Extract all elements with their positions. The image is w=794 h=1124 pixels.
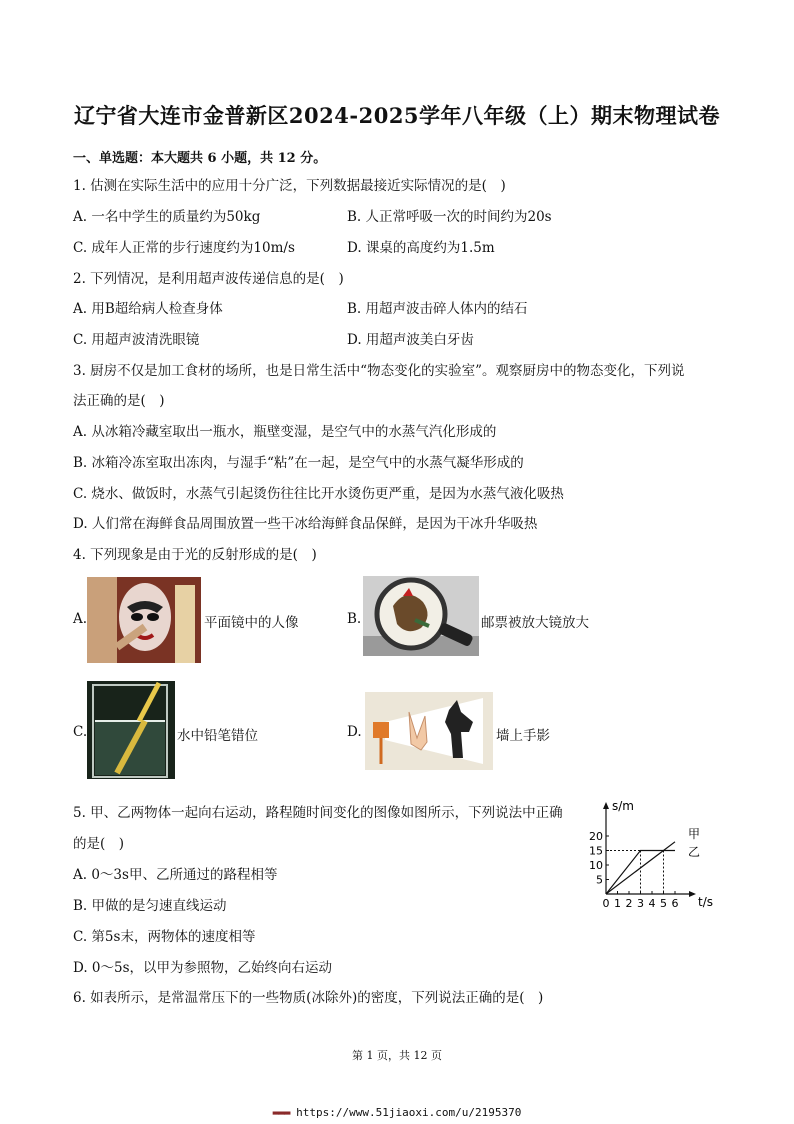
page-title: 辽宁省大连市金普新区2024-2025学年八年级（上）期末物理试卷	[73, 103, 721, 128]
distance-time-graph	[588, 796, 718, 914]
x-tick-label: 4	[648, 897, 656, 910]
q2-stem: 2. 下列情况，是利用超声波传递信息的是( )	[73, 271, 344, 287]
q1-option-c: C. 成年人正常的步行速度约为10m/s	[73, 240, 295, 256]
q2-option-b: B. 用超声波击碎人体内的结石	[347, 301, 528, 317]
q4-option-c-letter: C.	[73, 724, 88, 740]
q5-option-a: A. 0～3s甲、乙所通过的路程相等	[73, 867, 278, 883]
x-tick-label: 1	[614, 897, 621, 910]
q3-option-c: C. 烧水、做饭时，水蒸气引起烫伤往往比开水烫伤更严重，是因为水蒸气液化吸热	[73, 486, 564, 502]
q4-option-d-letter: D.	[347, 724, 362, 740]
y-axis-arrow	[603, 802, 609, 809]
x-axis-label: t/s	[698, 895, 713, 909]
q5-option-b: B. 甲做的是匀速直线运动	[73, 898, 227, 914]
q2-option-d: D. 用超声波美白牙齿	[347, 332, 474, 348]
y-tick-label: 20	[589, 830, 603, 843]
q4-option-c-caption: 水中铅笔错位	[177, 728, 258, 744]
section-heading: 一、单选题：本大题共 6 小题，共 12 分。	[73, 151, 327, 166]
pencil-in-water-image	[87, 681, 175, 779]
x-tick-label: 6	[671, 897, 679, 910]
q5-stem-line2: 的是( )	[73, 836, 125, 852]
q1-option-d: D. 课桌的高度约为1.5m	[347, 240, 495, 256]
series-jia-label: 甲	[688, 827, 701, 841]
q3-option-a: A. 从冰箱冷藏室取出一瓶水，瓶壁变湿，是空气中的水蒸气汽化形成的	[73, 424, 497, 440]
x-axis-arrow	[689, 891, 696, 897]
q1-option-a: A. 一名中学生的质量约为50kg	[73, 209, 261, 225]
q3-option-d: D. 人们常在海鲜食品周围放置一些干冰给海鲜食品保鲜，是因为干冰升华吸热	[73, 516, 538, 532]
graph-series	[606, 842, 675, 894]
q5-stem-line1: 5. 甲、乙两物体一起向右运动，路程随时间变化的图像如图所示，下列说法中正确	[73, 805, 563, 821]
hand-shadow-image	[365, 692, 493, 770]
url-prefix-mark: ▬▬▬	[272, 1106, 290, 1119]
y-tick-label: 5	[596, 873, 603, 887]
q2-option-c: C. 用超声波清洗眼镜	[73, 332, 200, 348]
q3-stem-line1: 3. 厨房不仅是加工食材的场所，也是日常生活中“物态变化的实验室”。观察厨房中的物态变化，下列说	[73, 363, 685, 379]
q3-stem-line2: 法正确的是( )	[73, 393, 165, 409]
q4-option-a-caption: 平面镜中的人像	[204, 615, 299, 631]
q4-option-a-letter: A.	[73, 611, 88, 627]
q4-option-b-letter: B.	[347, 611, 362, 627]
q3-option-b: B. 冰箱冷冻室取出冻肉，与湿手“粘”在一起，是空气中的水蒸气凝华形成的	[73, 455, 524, 471]
page-footer: 第 1 页，共 12 页	[352, 1049, 442, 1062]
y-axis-label: s/m	[612, 799, 634, 813]
q4-option-d-caption: 墙上手影	[496, 728, 550, 744]
q5-option-d: D. 0～5s，以甲为参照物，乙始终向右运动	[73, 960, 333, 976]
q2-option-a: A. 用B超给病人检查身体	[73, 301, 223, 317]
magnifier-stamp-image	[363, 576, 479, 656]
q4-stem: 4. 下列现象是由于光的反射形成的是( )	[73, 547, 317, 563]
q1-option-b: B. 人正常呼吸一次的时间约为20s	[347, 209, 552, 225]
y-tick-label: 10	[589, 859, 603, 872]
graph-ticks	[589, 830, 679, 910]
y-tick-label: 15	[589, 844, 603, 858]
q6-stem: 6. 如表所示，是常温常压下的一些物质(冰除外)的密度，下列说法正确的是( )	[73, 990, 544, 1006]
series-yi-line	[606, 842, 675, 894]
source-url[interactable]: https://www.51jiaoxi.com/u/2195370	[296, 1106, 522, 1119]
mirror-face-image	[87, 577, 201, 663]
q1-stem: 1. 估测在实际生活中的应用十分广泛，下列数据最接近实际情况的是( )	[73, 178, 506, 194]
q4-option-b-caption: 邮票被放大镜放大	[481, 615, 589, 631]
x-tick-label: 2	[625, 897, 633, 910]
x-tick-label: 5	[660, 897, 667, 910]
graph-axes	[603, 802, 696, 897]
q5-option-c: C. 第5s末，两物体的速度相等	[73, 929, 256, 945]
series-yi-label: 乙	[688, 845, 701, 859]
source-url-line	[0, 1106, 794, 1119]
x-tick-label: 3	[637, 897, 644, 910]
x-tick-label: 0	[602, 897, 610, 910]
